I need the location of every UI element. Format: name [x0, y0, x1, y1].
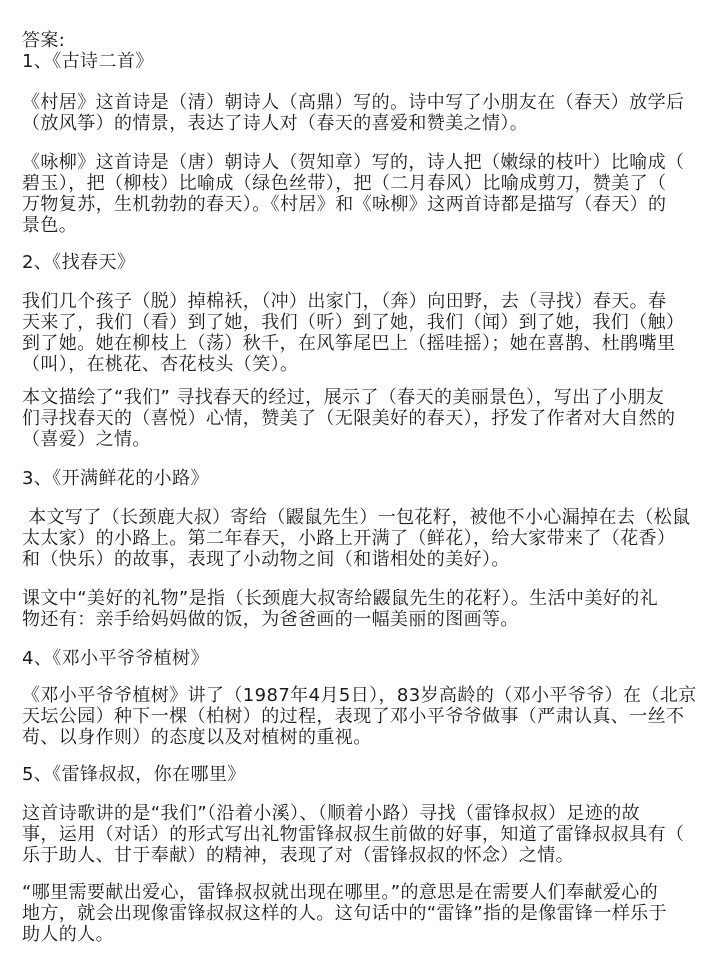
- text-line: 物还有：亲手给妈妈做的饭，为爸爸画的一幅美丽的图画等。: [22, 609, 519, 630]
- section-title-text: 2、《找春天》: [22, 252, 136, 273]
- paragraph: [22, 92, 712, 134]
- section-title: 1、《古诗二首》: [22, 51, 154, 72]
- text-line: 我们几个孩子（脱）掉棉袄，（冲）出家门，（奔）向田野，去（寻找）春天。春: [22, 291, 667, 312]
- text-line: 课文中“美好的礼物”是指（长颈鹿大叔寄给鼹鼠先生的花籽）。生活中美好的礼: [22, 588, 659, 609]
- answer-heading: 答案:: [22, 30, 66, 51]
- text-line: 这首诗歌讲的是“我们”（沿着小溪）、（顺着小路）寻找（雷锋叔叔）足迹的故: [22, 803, 641, 824]
- paragraph: [22, 387, 712, 450]
- text-line: 本文描绘了“我们” 寻找春天的经过，展示了（春天的美丽景色），写出了小朋友: [22, 387, 665, 408]
- paragraph: [22, 685, 712, 748]
- text-line: 助人的人。: [22, 924, 114, 945]
- text-line: 天坛公园）种下一棵（柏树）的过程，表现了邓小平爷爷做事（严肃认真、一丝不: [22, 706, 685, 727]
- text-line: 乐于助人、甘于奉献）的精神，表现了对（雷锋叔叔的怀念）之情。: [22, 845, 574, 866]
- section-title: [22, 468, 712, 489]
- text-line: （叫），在桃花、杏花枝头（笑）。: [22, 354, 299, 375]
- text-line: “哪里需要献出爱心，雷锋叔叔就出现在哪里。”的意思是在需要人们奉献爱心的: [22, 882, 659, 903]
- text-line: 《邓小平爷爷植树》讲了（1987年4月5日），83岁高龄的（邓小平爷爷）在（北京: [22, 685, 697, 706]
- paragraph: [22, 507, 712, 570]
- document-header: [22, 30, 712, 72]
- text-line: 事，运用（对话）的形式写出礼物雷锋叔叔生前做的好事，知道了雷锋叔叔具有（: [22, 824, 685, 845]
- paragraph: [22, 882, 712, 945]
- text-line: 《村居》这首诗是（清）朝诗人（高鼎）写的。诗中写了小朋友在（春天）放学后: [22, 92, 685, 113]
- text-line: 到了她。她在柳枝上（荡）秋千，在风筝尾巴上（摇哇摇）；她在喜鹊、杜鹃嘴里: [22, 333, 676, 354]
- answer-document: [22, 30, 712, 945]
- section-title-text: 4、《邓小平爷爷植树》: [22, 648, 209, 669]
- text-line: 本文写了（长颈鹿大叔）寄给（鼹鼠先生）一包花籽，被他不小心漏掉在去（松鼠: [22, 507, 691, 528]
- section-title: [22, 252, 712, 273]
- text-line: 太太家）的小路上。第二年春天，小路上开满了（鲜花），给大家带来了（花香）: [22, 528, 676, 549]
- text-line: 苟、以身作则）的态度以及对植树的重视。: [22, 727, 372, 748]
- paragraph: [22, 588, 712, 630]
- text-line: 和（快乐）的故事，表现了小动物之间（和谐相处的美好）。: [22, 549, 510, 570]
- text-line: （喜爱）之情。: [22, 429, 151, 450]
- paragraph: [22, 291, 712, 375]
- text-line: 地方，就会出现像雷锋叔叔这样的人。这句话中的“雷锋”指的是像雷锋一样乐于: [22, 903, 668, 924]
- text-line: 《咏柳》这首诗是（唐）朝诗人（贺知章）写的，诗人把（嫩绿的枝叶）比喻成（: [22, 152, 685, 173]
- section-title: [22, 648, 712, 669]
- text-line: 碧玉），把（柳枝）比喻成（绿色丝带），把（二月春风）比喻成剪刀，赞美了（: [22, 173, 667, 194]
- text-line: （放风筝）的情景，表达了诗人对（春天的喜爱和赞美之情）。: [22, 113, 529, 134]
- section-title-text: 5、《雷锋叔叔，你在哪里》: [22, 764, 246, 785]
- text-line: 们寻找春天的（喜悦）心情，赞美了（无限美好的春天），抒发了作者对大自然的: [22, 408, 676, 429]
- paragraph: [22, 152, 712, 236]
- text-line: 景色。: [22, 215, 78, 236]
- paragraph: [22, 803, 712, 866]
- text-line: 万物复苏，生机勃勃的春天）。《村居》和《咏柳》这两首诗都是描写（春天）的: [22, 194, 667, 215]
- section-title: [22, 764, 712, 785]
- text-line: 天来了，我们（看）到了她，我们（听）到了她，我们（闻）到了她，我们（触）: [22, 312, 685, 333]
- section-title-text: 3、《开满鲜花的小路》: [22, 468, 209, 489]
